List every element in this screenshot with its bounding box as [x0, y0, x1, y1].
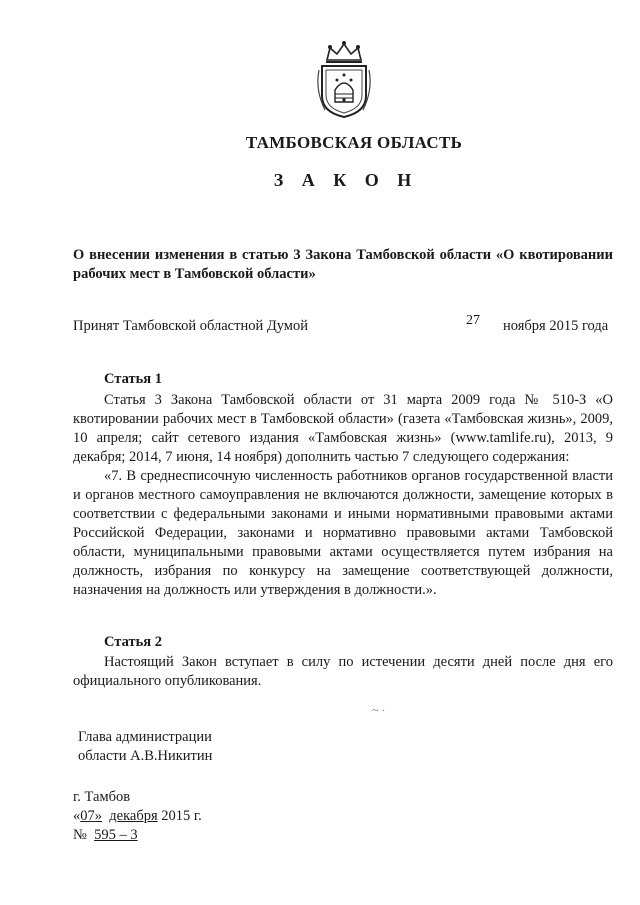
adoption-label: Принят Тамбовской областной Думой: [73, 318, 308, 334]
article-2-paragraph-1: Настоящий Закон вступает в силу по истечении десяти дней после дня его официального опубликования.: [73, 654, 613, 689]
handwritten-mark: ~ ·: [372, 703, 386, 717]
article-2-heading: Статья 2: [104, 634, 162, 650]
sign-date: «07» декабря 2015 г.: [73, 808, 202, 824]
place-date-block: [73, 788, 202, 845]
adoption-month-year: ноября 2015 года: [503, 318, 609, 334]
city: г. Тамбов: [73, 789, 131, 805]
document-type-title: З А К О Н: [273, 170, 419, 190]
law-subject: О внесении изменения в статью 3 Закона Тамбовской области «О квотировании рабочих мест в Тамбовской области»: [73, 247, 613, 282]
law-number-value: 595 – 3: [94, 827, 138, 843]
date-day: 07: [80, 808, 95, 824]
date-month: декабря: [109, 808, 158, 824]
signature-block: [78, 728, 212, 766]
region-name: ТАМБОВСКАЯ ОБЛАСТЬ: [245, 133, 463, 152]
adoption-day: 27: [466, 313, 480, 328]
article-1-paragraph-2: «7. В среднесписочную численность работников органов государственной власти и органов местного самоуправления не включаются должности, замещение которых в соответствии с федеральными законами и иными нормативными правовыми актами Российской Федерации, законами и нормативно правовыми актами Тамбовской области, муниципальными правовыми актами осуществляется путем избрания на должность, избрания по конкурсу на замещение соответствующей должности, назначения на должность или утверждения в должности.».: [73, 468, 613, 598]
signatory-title: Глава администрации: [78, 729, 212, 745]
date-year: 2015 г.: [161, 808, 202, 824]
signatory-name: области А.В.Никитин: [78, 748, 213, 764]
article-1-paragraph-1: Статья 3 Закона Тамбовской области от 31 марта 2009 года № 510-З «О квотировании рабочих мест в Тамбовской области» (газета «Тамбовская жизнь», 2009, 10 апреля; сайт сетевого издания «Тамбовская жизнь» (www.tamlife.ru), 2013, 9 декабря; 2014, 7 июня, 14 ноября) дополнить частью 7 следующего содержания:: [73, 392, 613, 465]
tambov-coat-of-arms-icon: [313, 40, 375, 120]
law-number: № 595 – 3: [73, 827, 138, 843]
article-1-heading: Статья 1: [104, 371, 162, 387]
